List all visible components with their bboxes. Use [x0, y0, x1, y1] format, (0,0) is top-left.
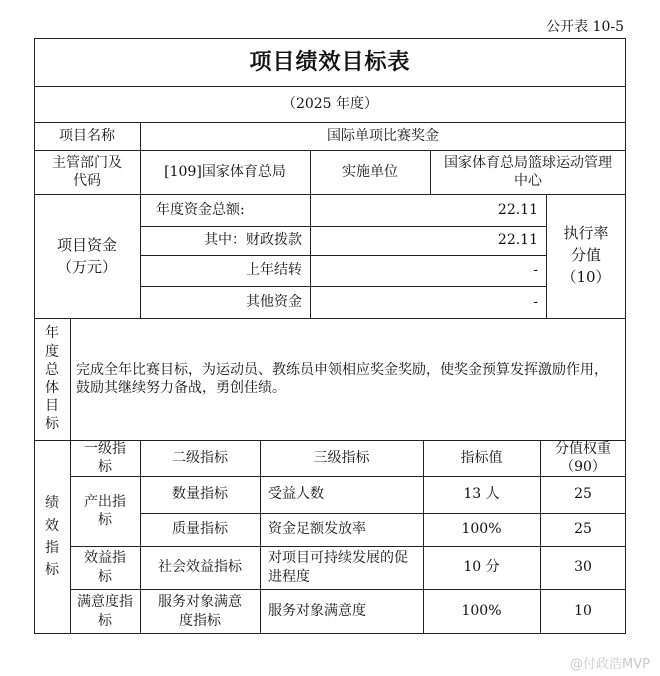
- table-row-value: 100%: [461, 521, 502, 538]
- table-row-l2: 质量指标: [172, 521, 228, 538]
- table-row-l3: 对项目可持续发展的促进程度: [268, 550, 408, 585]
- implementing-unit-label: 实施单位: [342, 163, 398, 180]
- table-row-l3: 服务对象满意度: [268, 603, 366, 620]
- benefit-indicator-label: 效益指标: [84, 550, 126, 585]
- header-level1: 一级指标: [84, 440, 126, 475]
- table-row-value: 100%: [461, 603, 502, 620]
- table-row-l2: 数量指标: [172, 486, 228, 503]
- annual-goal-text: 完成全年比赛目标，为运动员、教练员申领相应奖金奖励，使奖金预算发挥激励作用，鼓励其继续努力备战，勇创佳绩。: [76, 361, 608, 396]
- project-name: 国际单项比赛奖金: [327, 127, 439, 144]
- table-row-l3: 受益人数: [268, 486, 324, 503]
- table-row-weight: 25: [574, 521, 592, 538]
- header-weight: 分值权重（90）: [555, 440, 611, 475]
- table-row-weight: 10: [574, 603, 592, 620]
- other-funds-label: 其他资金: [246, 293, 302, 310]
- performance-target-table: [34, 38, 626, 634]
- department-value: [109]国家体育总局: [164, 163, 286, 180]
- table-row-l3: 资金足额发放率: [268, 521, 366, 538]
- table-row-weight: 30: [574, 559, 592, 576]
- project-funds-label: 项目资金（万元）: [56, 235, 117, 276]
- table-row-weight: 25: [574, 486, 592, 503]
- fiscal-year: （2025 年度）: [281, 95, 379, 112]
- satisfaction-indicator-label: 满意度指标: [77, 594, 133, 629]
- header-level3: 三级指标: [313, 449, 370, 466]
- header-target-value: 指标值: [460, 449, 503, 466]
- document-code: 公开表 10-5: [546, 19, 624, 35]
- carryover-label: 上年结转: [246, 262, 302, 279]
- table-row-value: 13 人: [463, 486, 500, 503]
- table-title: 项目绩效目标表: [249, 48, 411, 75]
- annual-total-value: 22.11: [497, 201, 538, 218]
- department-label: 主管部门及代码: [52, 154, 122, 189]
- performance-indicators-label: 绩效指标: [45, 495, 59, 579]
- other-funds-value: -: [533, 293, 538, 310]
- annual-goal-label: 年度总体目标: [45, 325, 59, 433]
- carryover-value: -: [533, 262, 538, 279]
- table-row-l2: 社会效益指标: [158, 559, 242, 576]
- header-level2: 二级指标: [172, 449, 228, 466]
- watermark: @付政浩MVP: [570, 657, 650, 672]
- table-row-value: 10 分: [463, 559, 500, 576]
- output-indicator-label: 产出指标: [84, 493, 126, 528]
- project-name-label: 项目名称: [59, 127, 115, 144]
- annual-total-label: 年度资金总额:: [156, 201, 245, 218]
- execution-rate-score: 执行率分值（10）: [561, 224, 611, 286]
- fiscal-allocation-value: 22.11: [497, 232, 538, 249]
- table-row-l2: 服务对象满意度指标: [158, 594, 242, 629]
- implementing-unit-value: 国家体育总局篮球运动管理中心: [444, 154, 612, 189]
- fiscal-allocation-label: 其中：财政拨款: [204, 232, 302, 249]
